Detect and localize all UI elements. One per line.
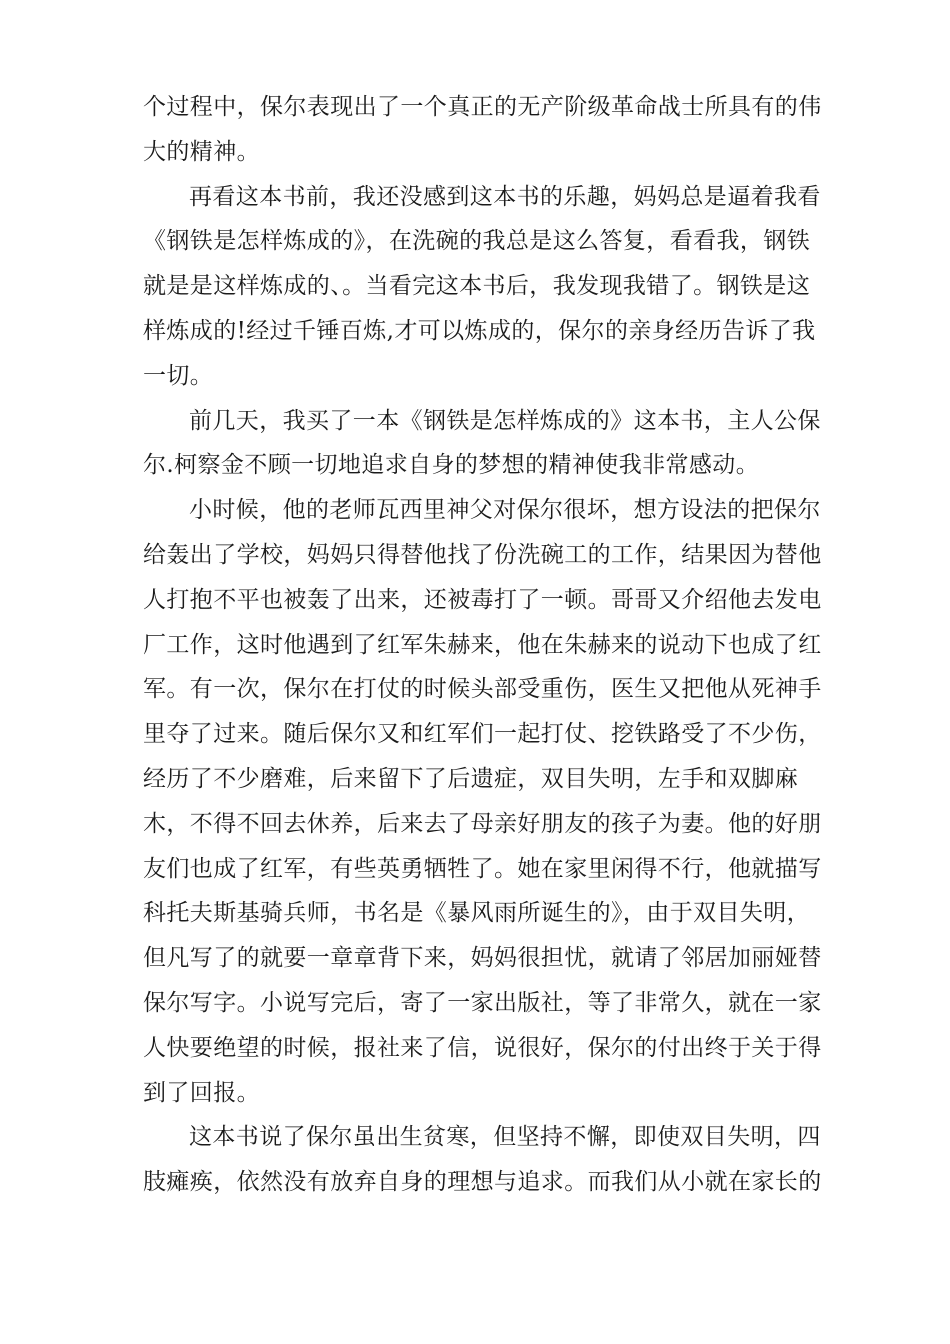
paragraph-5 xyxy=(143,1115,822,1205)
text-line: 前几天，我买了一本《钢铁是怎样炼成的》这本书，主人公保 xyxy=(189,407,821,434)
text-line: 人快要绝望的时候，报社来了信，说很好，保尔的付出终于关于得 xyxy=(143,1034,822,1061)
paragraph-3 xyxy=(143,399,821,489)
text-line: 就是是这样炼成的、。当看完这本书后，我发现我错了。钢铁是这 xyxy=(143,273,811,300)
text-line: 木，不得不回去休养，后来去了母亲好朋友的孩子为妻。他的好朋 xyxy=(143,810,822,837)
text-line: 个过程中，保尔表现出了一个真正的无产阶级革命战士所具有的伟 xyxy=(143,94,822,120)
paragraph-2 xyxy=(143,175,821,399)
text-line: 保尔写字。小说写完后，寄了一家出版社，等了非常久，就在一家 xyxy=(143,989,822,1016)
text-line: 厂工作，这时他遇到了红军朱赫来，他在朱赫来的说动下也成了红 xyxy=(143,631,822,658)
text-line: 尔.柯察金不顾一切地追求自身的梦想的精神使我非常感动。 xyxy=(143,452,760,479)
text-line: 友们也成了红军，有些英勇牺牲了。她在家里闲得不行，他就描写 xyxy=(143,855,822,882)
text-line: 但凡写了的就要一章章背下来，妈妈很担忧，就请了邻居加丽娅替 xyxy=(143,945,822,972)
text-line: 肢瘫痪，依然没有放弃自身的理想与追求。而我们从小就在家长的 xyxy=(143,1169,822,1196)
text-line: 一切。 xyxy=(143,362,214,389)
paragraph-1 xyxy=(143,85,822,175)
text-line: 科托夫斯基骑兵师，书名是《暴风雨所诞生的》，由于双目失明， xyxy=(143,900,811,927)
text-line: 这本书说了保尔虽出生贫寒，但坚持不懈，即使双目失明，四 xyxy=(189,1124,821,1151)
paragraph-4 xyxy=(143,488,822,1115)
text-line: 再看这本书前，我还没感到这本书的乐趣，妈妈总是逼着我看 xyxy=(189,183,821,210)
text-line: 经历了不少磨难，后来留下了后遗症，双目失明，左手和双脚麻 xyxy=(143,765,799,792)
text-line: 人打抱不平也被轰了出来，还被毒打了一顿。哥哥又介绍他去发电 xyxy=(143,586,822,613)
text-line: 军。有一次，保尔在打仗的时候头部受重伤，医生又把他从死神手 xyxy=(143,676,822,703)
text-line: 小时候，他的老师瓦西里神父对保尔很坏，想方设法的把保尔 xyxy=(189,497,821,524)
body-text xyxy=(143,85,822,1205)
text-line: 样炼成的!经过千锤百炼,才可以炼成的，保尔的亲身经历告诉了我 xyxy=(143,317,816,344)
text-line: 给轰出了学校，妈妈只得替他找了份洗碗工的工作，结果因为替他 xyxy=(143,541,822,568)
text-line: 里夺了过来。随后保尔又和红军们一起打仗、挖铁路受了不少伤， xyxy=(143,721,822,748)
text-line: 《钢铁是怎样炼成的》，在洗碗的我总是这么答复，看看我，钢铁 xyxy=(143,228,811,255)
text-line: 大的精神。 xyxy=(143,138,260,165)
text-line: 到了回报。 xyxy=(143,1079,260,1106)
